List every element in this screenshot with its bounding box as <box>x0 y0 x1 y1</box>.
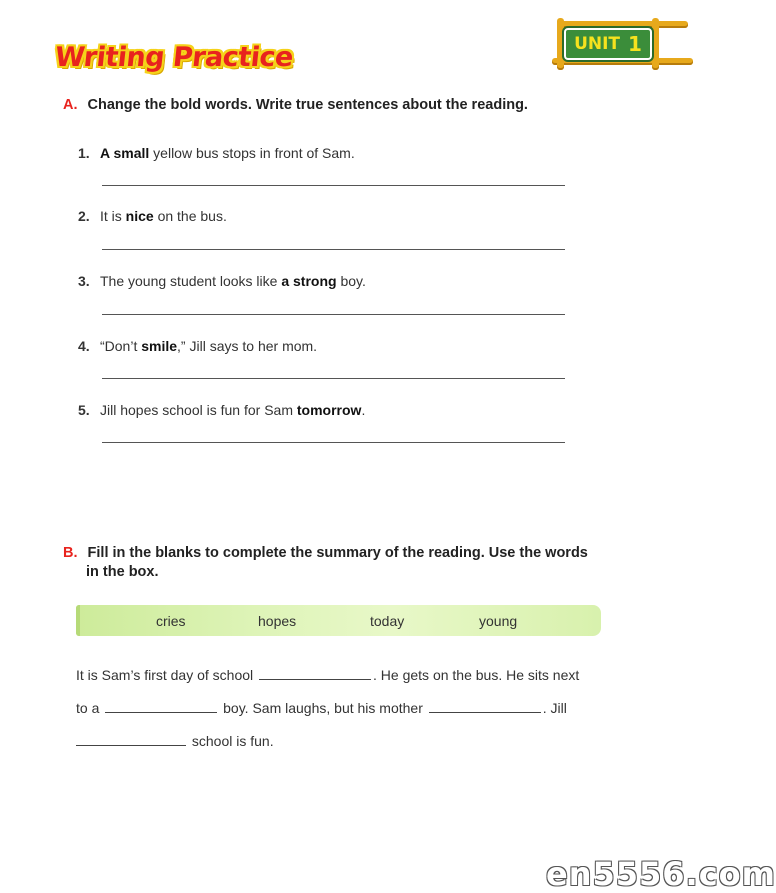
answer-line[interactable] <box>102 249 565 250</box>
summary-text: . Jill <box>542 700 567 716</box>
question-item <box>78 402 365 418</box>
word-box-word: today <box>370 613 405 629</box>
summary-blank[interactable] <box>105 700 217 713</box>
question-text: “Don’t <box>100 338 142 354</box>
page-title: Writing Practice <box>53 42 295 73</box>
question-text: . <box>361 402 366 418</box>
answer-line[interactable] <box>102 185 565 186</box>
word-box-word: hopes <box>258 613 297 629</box>
section-b-instruction: Fill in the blanks to complete the summary of the reading. Use the words <box>87 545 588 561</box>
question-item <box>78 208 227 224</box>
summary-line <box>76 700 567 716</box>
unit-label: UNIT <box>574 34 621 54</box>
question-item <box>78 338 317 354</box>
summary-text: to a <box>76 700 100 716</box>
section-b-heading <box>63 545 588 561</box>
bold-words: nice <box>125 208 154 224</box>
unit-badge <box>564 28 652 60</box>
bold-words: a strong <box>281 273 337 289</box>
section-b-letter: B. <box>63 545 78 561</box>
summary-text: . He gets on the bus. He sits next <box>373 667 580 683</box>
watermark: en5556.com <box>546 855 776 893</box>
question-text: ,” Jill says to her mom. <box>177 338 318 354</box>
section-a-instruction: Change the bold words. Write true sentences about the reading. <box>87 97 528 113</box>
bold-words: smile <box>141 338 178 354</box>
word-box-word: cries <box>156 613 186 629</box>
section-b-instruction-cont: in the box. <box>86 564 159 580</box>
unit-badge-frame <box>552 18 693 70</box>
question-text: boy. <box>336 273 366 289</box>
answer-line[interactable] <box>102 378 565 379</box>
question-number: 3. <box>78 273 90 289</box>
question-number: 5. <box>78 402 90 418</box>
summary-blank[interactable] <box>259 667 371 680</box>
question-number: 2. <box>78 208 90 224</box>
word-box-word: young <box>479 613 518 629</box>
question-text: yellow bus stops in front of Sam. <box>149 145 355 161</box>
question-text: It is <box>100 208 126 224</box>
summary-text: boy. Sam laughs, but his mother <box>223 700 423 716</box>
bold-words: A small <box>100 145 150 161</box>
question-text: The young student looks like <box>100 273 282 289</box>
question-item <box>78 273 366 289</box>
summary-blank[interactable] <box>76 733 186 746</box>
answer-line[interactable] <box>102 442 565 443</box>
answer-line[interactable] <box>102 314 565 315</box>
question-text: on the bus. <box>153 208 227 224</box>
summary-line <box>76 667 579 683</box>
unit-number: 1 <box>628 32 642 56</box>
summary-text: It is Sam’s first day of school <box>76 667 254 683</box>
question-number: 4. <box>78 338 90 354</box>
section-a-heading <box>63 97 528 113</box>
summary-text: school is fun. <box>191 733 274 749</box>
summary-line <box>76 733 274 749</box>
bold-words: tomorrow <box>296 402 362 418</box>
question-number: 1. <box>78 145 90 161</box>
question-item <box>78 145 355 161</box>
summary-blank[interactable] <box>429 700 541 713</box>
question-text: Jill hopes school is fun for Sam <box>100 402 297 418</box>
section-a-letter: A. <box>63 97 78 113</box>
word-box <box>76 605 601 636</box>
